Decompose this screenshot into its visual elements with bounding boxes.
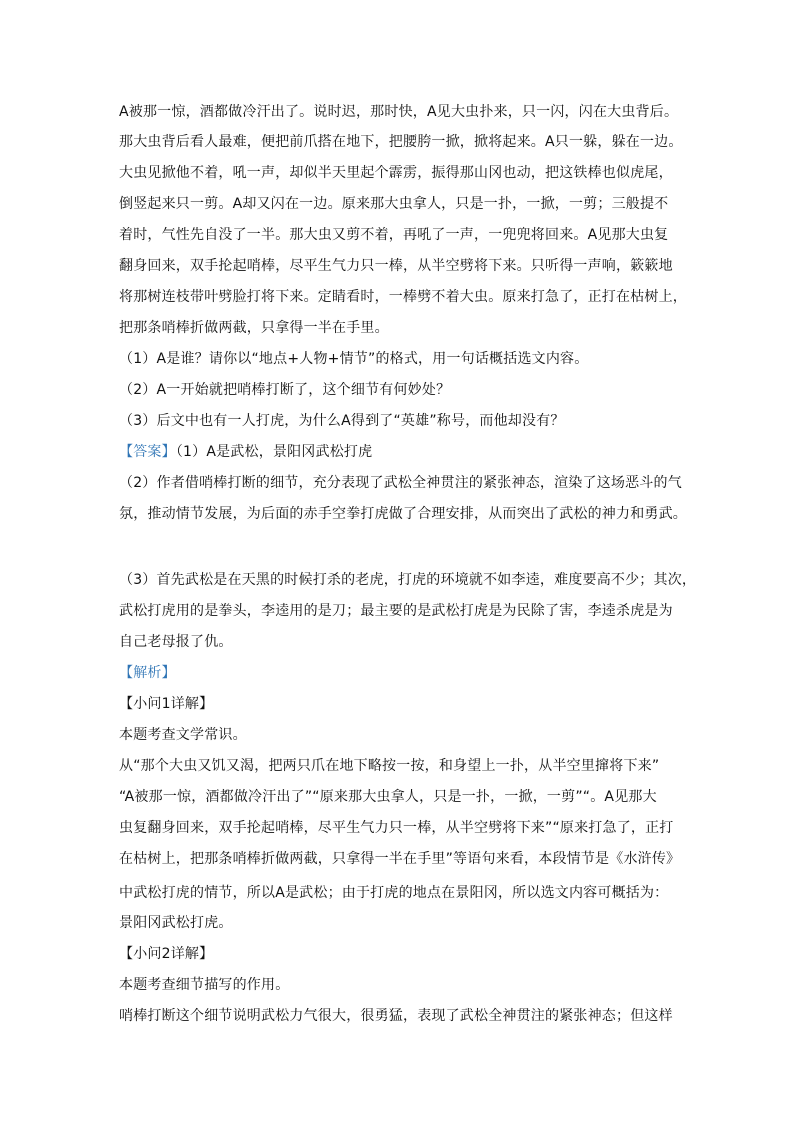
- passage-line: 着时，气性先自没了一半。那大虫又剪不着，再吼了一声，一兜兜将回来。A见那大虫复: [119, 227, 669, 243]
- analysis-line: 本题考查文学常识。: [119, 727, 247, 743]
- analysis-line: 中武松打虎的情节，所以A是武松；由于打虎的地点在景阳冈，所以选文内容可概括为：: [119, 885, 669, 901]
- passage-line: 把那条哨棒折做两截，只拿得一半在手里。: [119, 320, 389, 336]
- passage-line: 翻身回来，双手抡起哨棒，尽平生气力只一棒，从半空劈将下来。只听得一声响，簌簌地: [119, 258, 673, 274]
- passage-line: A被那一惊，酒都做冷汗出了。说时迟，那时快，A见大虫扑来，只一闪，闪在大虫背后。: [119, 104, 679, 120]
- analysis-line: 景阳冈武松打虎。: [119, 915, 233, 931]
- analysis-line: “A被那一惊，酒都做冷汗出了”“原来那大虫拿人，只是一扑，一掀，一剪”“。A见那大: [119, 789, 657, 805]
- answer-3-line: （3）首先武松是在天黑的时候打杀的老虎，打虎的环境就不如李逵，难度要高不少；其次，: [119, 572, 697, 588]
- passage-line: 倒竖起来只一剪。A却又闪在一边。原来那大虫拿人，只是一扑，一掀，一剪；三般提不: [119, 196, 669, 212]
- answer-tag: 【答案】: [119, 444, 176, 460]
- analysis-tag: 【解析】: [119, 665, 176, 681]
- analysis-line: 本题考查细节描写的作用。: [119, 977, 290, 993]
- analysis-line: 哨棒打断这个细节说明武松力气很大，很勇猛，表现了武松全神贯注的紧张神态；但这样: [119, 1008, 673, 1024]
- q2-heading: 【小问2详解】: [119, 946, 214, 962]
- answer-3-line: 自己老母报了仇。: [119, 634, 233, 650]
- answer-line-1: [119, 442, 679, 462]
- q1-heading: 【小问1详解】: [119, 696, 214, 712]
- analysis-line: 从“那个大虫又饥又渴，把两只爪在地下略按一按，和身望上一扑，从半空里撺将下来”: [119, 758, 660, 774]
- passage-line: 那大虫背后看人最难，便把前爪搭在地下，把腰胯一掀，掀将起来。A只一躲，躲在一边。: [119, 134, 683, 150]
- passage-line: 大虫见掀他不着，吼一声，却似半天里起个霹雳，振得那山冈也动，把这铁棒也似虎尾，: [119, 165, 673, 181]
- answer-1: （1）A是武松，景阳冈武松打虎: [175, 444, 373, 460]
- answer-3-line: 武松打虎用的是拳头，李逵用的是刀；最主要的是武松打虎是为民除了害，李逵杀虎是为: [119, 603, 673, 619]
- question-2: （2）A一开始就把哨棒打断了，这个细节有何妙处？: [119, 382, 451, 398]
- answer-2-line: 氛，推动情节发展，为后面的赤手空拳打虎做了合理安排，从而突出了武松的神力和勇武。: [119, 506, 687, 522]
- analysis-line: 在枯树上，把那条哨棒折做两截，只拿得一半在手里”等语句来看，本段情节是《水浒传》: [119, 851, 681, 867]
- question-1: （1）A是谁？请你以“地点+人物+情节”的格式，用一句话概括选文内容。: [119, 351, 589, 367]
- question-3: （3）后文中也有一人打虎，为什么A得到了“英雄”称号，而他却没有？: [119, 413, 565, 429]
- analysis-line: 虫复翻身回来，双手抡起哨棒，尽平生气力只一棒，从半空劈将下来”“原来打急了，正打: [119, 820, 674, 836]
- passage-line: 将那树连枝带叶劈脸打将下来。定睛看时，一棒劈不着大虫。原来打急了，正打在枯树上，: [119, 289, 687, 305]
- answer-2-line: （2）作者借哨棒打断的细节，充分表现了武松全神贯注的紧张神态，渲染了这场恶斗的气: [119, 475, 682, 491]
